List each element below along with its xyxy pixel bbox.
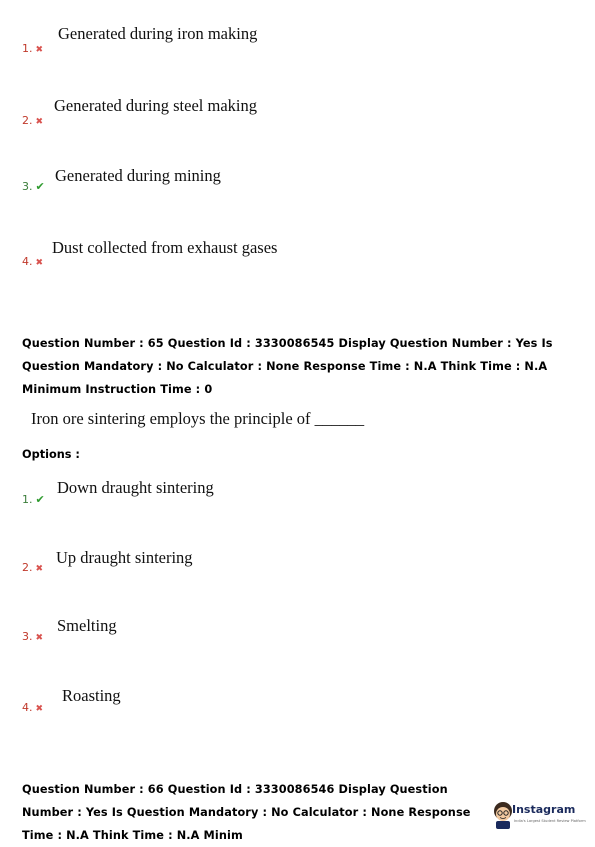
option-number: 4. ✖ bbox=[22, 701, 44, 714]
list-item bbox=[0, 476, 595, 516]
question-header: Question Number : 66 Question Id : 3330086546 Display Question Number : Yes Is Question Mandatory : No Calculator : None Response Time : N.A Think Time : N.A Minim bbox=[22, 783, 471, 842]
option-text: Generated during mining bbox=[55, 166, 221, 185]
option-number: 3. ✔ bbox=[22, 180, 45, 193]
wrong-mark-icon: ✖ bbox=[35, 633, 44, 643]
option-number: 4. ✖ bbox=[22, 255, 44, 268]
option-text: Dust collected from exhaust gases bbox=[52, 238, 278, 257]
list-item bbox=[0, 685, 595, 725]
logo-name: Instagram bbox=[512, 803, 576, 816]
option-text: Smelting bbox=[57, 616, 117, 635]
check-icon: ✔ bbox=[35, 493, 45, 506]
option-number: 2. ✖ bbox=[22, 114, 44, 127]
options-label: Options : bbox=[22, 448, 80, 461]
list-item bbox=[0, 94, 595, 134]
list-item bbox=[0, 546, 595, 586]
list-item bbox=[0, 615, 595, 655]
option-number: 1. ✔ bbox=[22, 493, 45, 506]
question-header: Question Number : 65 Question Id : 3330086545 Display Question Number : Yes Is Question Mandatory : No Calculator : None Response Time : N.A Think Time : N.A Minimum Instruction Time : 0 bbox=[22, 337, 553, 396]
list-item bbox=[0, 164, 595, 204]
option-text: Generated during iron making bbox=[58, 24, 258, 43]
instagram-logo bbox=[490, 800, 590, 830]
wrong-mark-icon: ✖ bbox=[35, 45, 44, 55]
list-item bbox=[0, 22, 595, 62]
option-number: 3. ✖ bbox=[22, 630, 44, 643]
option-number: 1. ✖ bbox=[22, 42, 44, 55]
option-number: 2. ✖ bbox=[22, 561, 44, 574]
wrong-mark-icon: ✖ bbox=[35, 117, 44, 127]
option-text: Down draught sintering bbox=[57, 478, 214, 497]
wrong-mark-icon: ✖ bbox=[35, 564, 44, 574]
check-icon: ✔ bbox=[35, 180, 45, 193]
option-text: Roasting bbox=[62, 686, 121, 705]
option-text: Up draught sintering bbox=[56, 548, 193, 567]
wrong-mark-icon: ✖ bbox=[35, 704, 44, 714]
option-text: Generated during steel making bbox=[54, 96, 257, 115]
question-text: Iron ore sintering employs the principle of ______ bbox=[31, 409, 365, 428]
wrong-mark-icon: ✖ bbox=[35, 258, 44, 268]
logo-tagline: India's Largest Student Review Platform bbox=[514, 819, 586, 823]
list-item bbox=[0, 236, 595, 276]
